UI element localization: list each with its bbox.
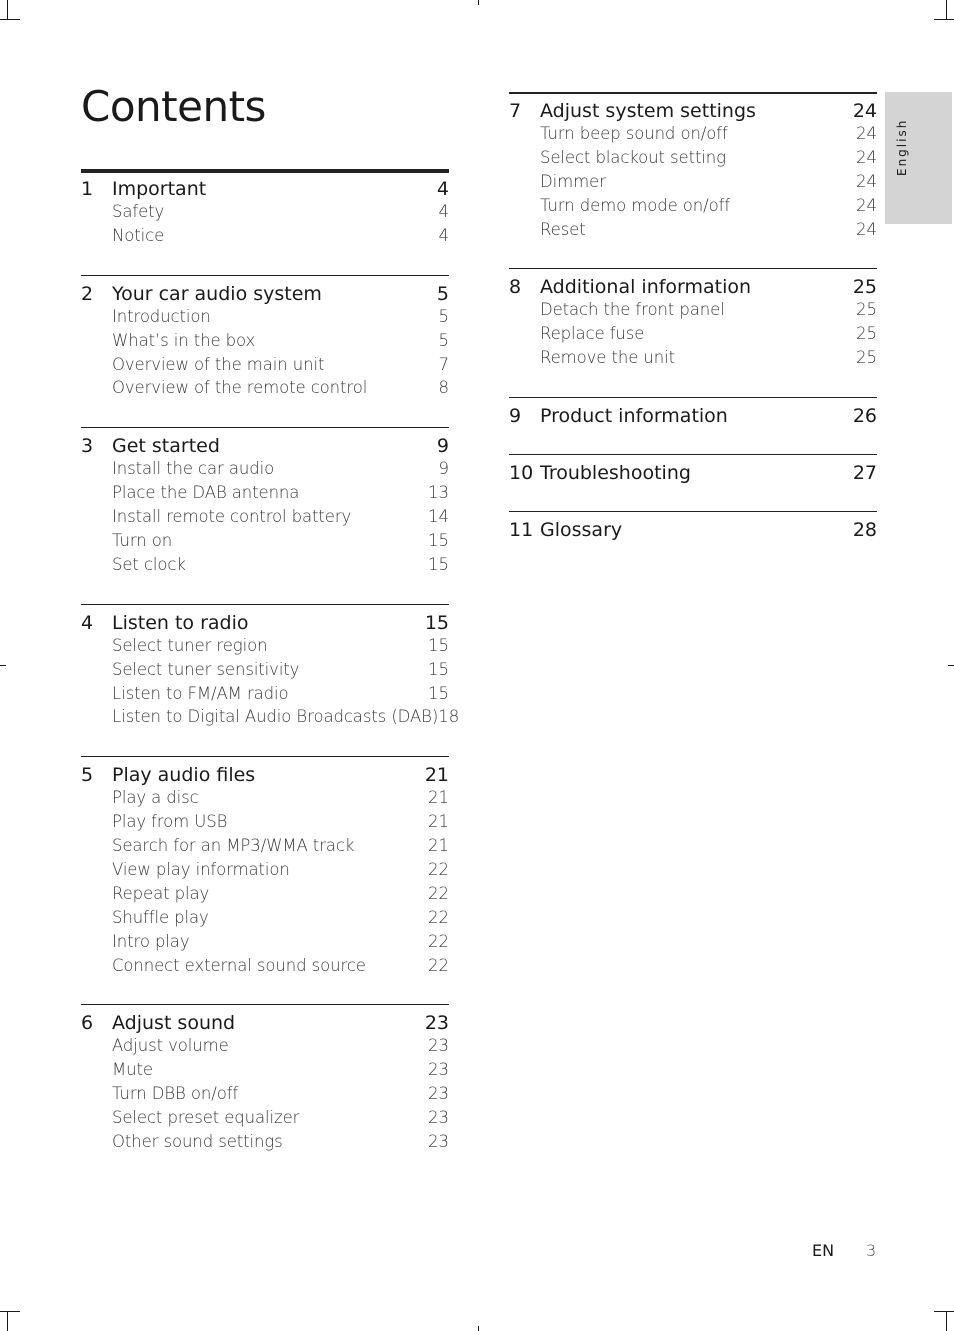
toc-subsection-entry[interactable] [81, 1132, 449, 1156]
toc-chapter-title: Adjust sound [112, 1012, 236, 1035]
toc-chapter-title: Get started [112, 435, 220, 458]
toc-subsection-entry[interactable] [81, 660, 449, 684]
toc-subsection-page: 24 [856, 124, 877, 143]
toc-chapter-title: Product information [540, 405, 728, 428]
toc-chapter-title: Adjust system settings [540, 100, 756, 122]
toc-subsection-entry[interactable] [81, 1036, 449, 1060]
toc-chapter-title: Play audio files [112, 764, 256, 787]
toc-chapter-page: 27 [852, 462, 877, 485]
toc-section [509, 511, 877, 543]
toc-subsection-list [81, 202, 449, 250]
toc-subsection-page: 21 [428, 788, 449, 808]
toc-subsection-page: 23 [428, 1108, 449, 1128]
crop-mark [934, 1311, 954, 1312]
toc-chapter-entry[interactable] [509, 100, 877, 124]
toc-subsection-page: 22 [428, 883, 449, 903]
toc-subsection-title: What’s in the box [112, 330, 256, 350]
toc-right-column [509, 92, 877, 543]
toc-section [81, 275, 449, 403]
crop-mark [0, 19, 20, 20]
toc-subsection-entry[interactable] [81, 788, 449, 812]
toc-subsection-page: 15 [428, 635, 449, 655]
toc-subsection-entry[interactable] [81, 459, 449, 483]
toc-subsection-title: Remove the unit [540, 348, 675, 368]
toc-subsection-title: Safety [112, 202, 165, 221]
toc-subsection-page: 24 [856, 171, 877, 191]
toc-section [509, 268, 877, 372]
toc-chapter-number: 7 [509, 100, 522, 122]
toc-subsection-title: Adjust volume [112, 1036, 229, 1056]
toc-subsection-title: Connect external sound source [112, 955, 366, 975]
toc-subsection-page: 13 [428, 483, 449, 503]
toc-subsection-entry[interactable] [509, 196, 877, 220]
toc-chapter-entry[interactable] [81, 1012, 449, 1036]
toc-chapter-entry[interactable] [81, 435, 449, 459]
crop-mark [0, 1311, 20, 1312]
toc-subsection-title: Search for an MP3/WMA track [112, 836, 355, 856]
toc-subsection-page: 9 [438, 459, 449, 479]
toc-section [509, 397, 877, 429]
toc-chapter-page: 28 [852, 519, 877, 542]
toc-subsection-entry[interactable] [81, 1108, 449, 1132]
toc-subsection-title: Select tuner region [112, 635, 268, 655]
toc-chapter-entry[interactable] [509, 405, 877, 429]
toc-subsection-entry[interactable] [81, 355, 449, 379]
toc-chapter-number: 4 [81, 611, 94, 634]
crop-mark [946, 0, 947, 20]
toc-subsection-page: 22 [428, 907, 449, 927]
toc-subsection-entry[interactable] [81, 507, 449, 531]
toc-subsection-entry[interactable] [81, 860, 449, 884]
toc-subsection-list [81, 459, 449, 578]
toc-subsection-entry[interactable] [81, 1060, 449, 1084]
toc-section [81, 604, 460, 732]
toc-subsection-title: Notice [112, 225, 165, 245]
crop-mark [948, 665, 954, 666]
toc-subsection-entry[interactable] [81, 812, 449, 836]
toc-subsection-list [81, 1036, 449, 1155]
toc-section [81, 427, 449, 578]
toc-subsection-page: 24 [856, 219, 877, 239]
toc-chapter-number: 5 [81, 764, 94, 787]
toc-section [81, 756, 449, 979]
footer-page-number: 3 [866, 1241, 877, 1260]
footer-language: EN [812, 1241, 835, 1260]
toc-subsection-entry[interactable] [81, 226, 449, 250]
toc-subsection-page: 14 [428, 507, 449, 527]
toc-chapter-page: 5 [436, 282, 449, 305]
toc-chapter-number: 9 [509, 405, 522, 428]
toc-chapter-page: 25 [852, 276, 877, 299]
toc-section [81, 1004, 449, 1155]
toc-left-column [81, 169, 460, 1156]
crop-mark [934, 19, 954, 20]
toc-chapter-number: 6 [81, 1012, 94, 1035]
toc-chapter-entry[interactable] [81, 178, 449, 202]
toc-subsection-entry[interactable] [81, 908, 449, 932]
toc-section [509, 454, 877, 486]
toc-subsection-entry[interactable] [81, 684, 449, 708]
toc-subsection-page: 24 [856, 195, 877, 215]
toc-subsection-title: Mute [112, 1060, 153, 1080]
toc-subsection-title: Select tuner sensitivity [112, 659, 300, 679]
toc-subsection-title: Play a disc [112, 788, 199, 808]
toc-subsection-page: 7 [438, 354, 449, 374]
toc-subsection-title: Detach the front panel [540, 300, 725, 320]
toc-subsection-page: 21 [428, 812, 449, 832]
toc-subsection-page: 23 [428, 1060, 449, 1080]
toc-chapter-page: 26 [852, 405, 877, 428]
toc-subsection-page: 15 [428, 554, 449, 574]
toc-section [509, 92, 877, 243]
crop-mark [946, 1311, 947, 1331]
toc-subsection-page: 23 [428, 1084, 449, 1104]
toc-subsection-entry[interactable] [81, 636, 449, 660]
toc-subsection-title: Play from USB [112, 812, 228, 832]
toc-subsection-page: 25 [856, 348, 877, 368]
toc-subsection-page: 22 [428, 860, 449, 880]
language-tab [885, 92, 952, 224]
toc-subsection-title: Shuffle play [112, 907, 209, 927]
toc-chapter-entry[interactable] [509, 462, 877, 486]
toc-subsection-entry[interactable] [81, 707, 460, 731]
toc-chapter-page: 21 [424, 764, 449, 787]
toc-subsection-title: Listen to Digital Audio Broadcasts (DAB) [112, 707, 439, 727]
toc-subsection-page: 5 [438, 306, 449, 326]
toc-subsection-page: 23 [428, 1132, 449, 1152]
toc-subsection-title: Overview of the remote control [112, 378, 368, 398]
toc-subsection-title: Overview of the main unit [112, 354, 325, 374]
toc-subsection-page: 8 [438, 378, 449, 398]
toc-chapter-title: Your car audio system [112, 282, 322, 305]
toc-subsection-page: 15 [428, 531, 449, 551]
toc-subsection-entry[interactable] [81, 932, 449, 956]
toc-subsection-title: Listen to FM/AM radio [112, 683, 289, 703]
crop-mark [7, 0, 8, 20]
toc-subsection-entry[interactable] [81, 378, 449, 402]
toc-subsection-entry[interactable] [81, 483, 449, 507]
toc-subsection-title: Install the car audio [112, 459, 275, 479]
page-title: Contents [81, 82, 266, 131]
toc-subsection-page: 4 [438, 225, 449, 245]
toc-subsection-page: 15 [428, 659, 449, 679]
toc-subsection-entry[interactable] [81, 956, 449, 980]
toc-chapter-title: Troubleshooting [540, 462, 691, 485]
toc-chapter-entry[interactable] [81, 612, 449, 636]
toc-chapter-entry[interactable] [81, 764, 449, 788]
toc-section [81, 169, 449, 250]
toc-chapter-number: 1 [81, 178, 94, 200]
toc-subsection-entry[interactable] [81, 307, 449, 331]
toc-chapter-entry[interactable] [81, 283, 449, 307]
toc-chapter-number: 8 [509, 276, 522, 299]
toc-chapter-page: 24 [852, 100, 877, 122]
toc-subsection-title: Install remote control battery [112, 507, 352, 527]
toc-subsection-title: Turn DBB on/off [112, 1084, 239, 1104]
crop-mark [0, 665, 6, 666]
toc-subsection-page: 25 [856, 300, 877, 320]
toc-subsection-list [509, 124, 877, 243]
toc-subsection-title: Repeat play [112, 883, 210, 903]
toc-subsection-entry[interactable] [81, 331, 449, 355]
toc-chapter-page: 9 [436, 435, 449, 458]
toc-subsection-entry[interactable] [81, 884, 449, 908]
toc-chapter-entry[interactable] [509, 276, 877, 300]
toc-subsection-page: 22 [428, 955, 449, 975]
toc-subsection-title: Turn beep sound on/off [540, 124, 728, 143]
toc-subsection-page: 25 [856, 324, 877, 344]
toc-chapter-number: 2 [81, 282, 94, 305]
toc-subsection-title: View play information [112, 860, 290, 880]
toc-subsection-page: 5 [438, 330, 449, 350]
toc-subsection-page: 23 [428, 1036, 449, 1056]
toc-chapter-page: 15 [424, 611, 449, 634]
toc-subsection-entry[interactable] [81, 836, 449, 860]
toc-chapter-title: Additional information [540, 276, 752, 299]
toc-chapter-page: 23 [424, 1012, 449, 1035]
toc-subsection-list [81, 788, 449, 979]
toc-subsection-title: Turn demo mode on/off [540, 195, 731, 215]
toc-subsection-list [509, 300, 877, 372]
toc-subsection-list [81, 635, 460, 732]
toc-chapter-title: Important [112, 178, 207, 200]
toc-subsection-entry[interactable] [509, 324, 877, 348]
toc-subsection-title: Dimmer [540, 171, 606, 191]
language-tab-label: English [895, 118, 909, 176]
crop-mark [478, 1326, 479, 1331]
toc-chapter-number: 10 [509, 462, 534, 485]
toc-subsection-title: Intro play [112, 931, 190, 951]
toc-chapter-number: 3 [81, 435, 94, 458]
toc-subsection-title: Place the DAB antenna [112, 483, 300, 503]
toc-chapter-title: Glossary [540, 519, 623, 542]
toc-subsection-title: Turn on [112, 531, 173, 551]
toc-subsection-entry[interactable] [509, 300, 877, 324]
toc-subsection-page: 24 [856, 147, 877, 167]
toc-subsection-entry[interactable] [81, 202, 449, 226]
toc-subsection-entry[interactable] [509, 124, 877, 148]
toc-subsection-title: Set clock [112, 554, 186, 574]
toc-subsection-page: 15 [428, 683, 449, 703]
toc-chapter-number: 11 [509, 519, 534, 542]
toc-subsection-page: 18 [438, 707, 460, 727]
toc-subsection-entry[interactable] [81, 555, 449, 579]
toc-subsection-entry[interactable] [81, 531, 449, 555]
toc-subsection-entry[interactable] [509, 172, 877, 196]
toc-subsection-title: Replace fuse [540, 324, 645, 344]
toc-subsection-title: Other sound settings [112, 1132, 283, 1152]
toc-subsection-title: Select blackout setting [540, 147, 726, 167]
toc-subsection-title: Introduction [112, 306, 211, 326]
toc-subsection-page: 22 [428, 931, 449, 951]
toc-subsection-title: Select preset equalizer [112, 1108, 300, 1128]
toc-subsection-entry[interactable] [81, 1084, 449, 1108]
crop-mark [478, 0, 479, 5]
toc-chapter-page: 4 [436, 178, 449, 200]
crop-mark [7, 1311, 8, 1331]
toc-subsection-entry[interactable] [509, 220, 877, 244]
toc-chapter-entry[interactable] [509, 519, 877, 543]
toc-chapter-title: Listen to radio [112, 611, 249, 634]
toc-subsection-page: 4 [438, 202, 449, 221]
toc-subsection-page: 21 [428, 836, 449, 856]
toc-subsection-title: Reset [540, 219, 586, 239]
toc-subsection-entry[interactable] [509, 148, 877, 172]
toc-subsection-list [81, 307, 449, 403]
toc-subsection-entry[interactable] [509, 348, 877, 372]
